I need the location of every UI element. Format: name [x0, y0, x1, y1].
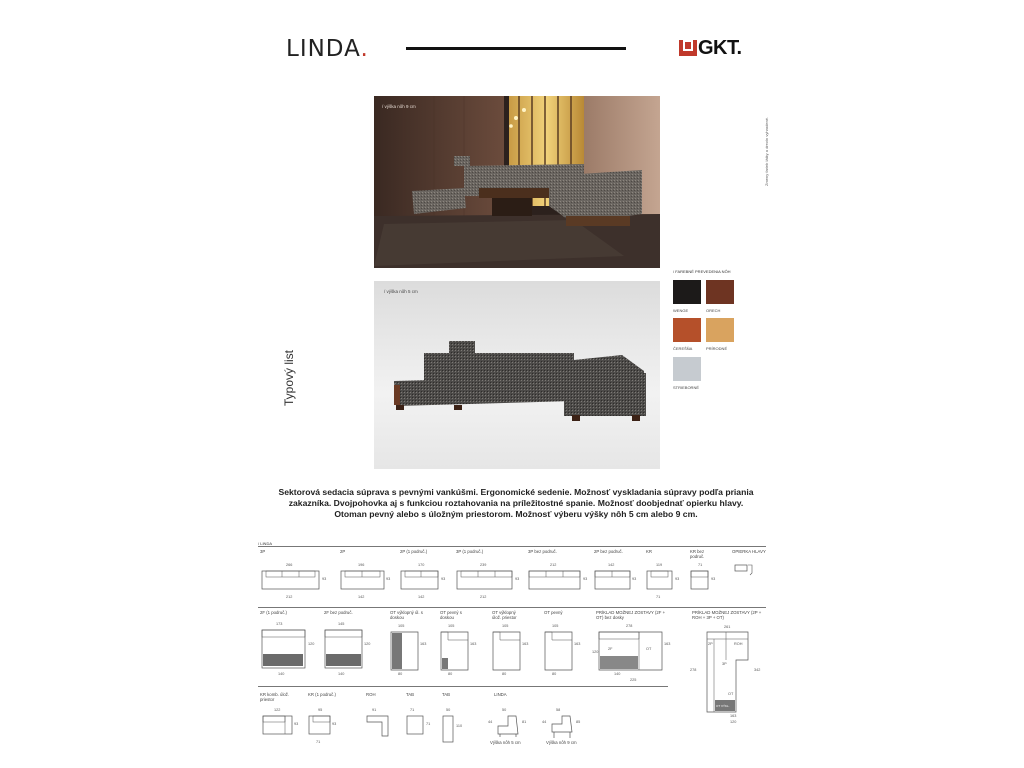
dim-side: 163	[574, 642, 581, 646]
dim-side: 93	[322, 577, 327, 581]
description-line: zakazníka. Dvojpohovka aj s funkciou roztahovania na príležitostné spanie. Možnosť doobjednať opierku hlavy.	[288, 498, 744, 508]
dim-top: 173	[276, 622, 283, 626]
module-label: 2P bez područ.	[594, 549, 623, 554]
swatch-label: STRIEBORNÉ	[673, 385, 700, 390]
photo1-caption: / výška nôh 9 cm	[382, 104, 416, 109]
module-label: KR (1 područ.)	[308, 692, 336, 697]
module-label: 2F (1 područ.)	[260, 610, 287, 615]
dim-top: 212	[550, 563, 557, 567]
part-label: ROH	[734, 642, 743, 646]
dim-top: 50	[502, 708, 507, 712]
part-label: 2F	[608, 647, 613, 651]
module-label: KR komb. úlož. priestor	[260, 692, 290, 702]
module-label: KR	[646, 549, 652, 554]
module-label: TAB	[442, 692, 451, 697]
module-2p-1arm-drawing	[400, 569, 440, 591]
finish-title: / FAREBNÉ PREVEDENIA NÔH	[673, 269, 731, 274]
dim-side: 93	[386, 577, 391, 581]
module-label: ROH	[366, 692, 376, 697]
part-label: 3P	[722, 662, 727, 666]
dim-bottom: 225	[630, 678, 637, 682]
module-2f-noarm-drawing	[324, 628, 364, 672]
dim-top: 266	[286, 563, 293, 567]
dim-bottom: 71	[316, 740, 321, 744]
swatch-label: ORECH	[706, 308, 721, 313]
dim-top: 71	[698, 563, 703, 567]
module-label: OT výklopný úlož. priestor	[492, 610, 517, 620]
profile-label: Výška nôh 9 cm	[546, 740, 577, 745]
dim-top: 105	[502, 624, 509, 628]
module-ot-storage-board-drawing	[390, 630, 420, 674]
dim-side: 120	[308, 642, 315, 646]
swatch-orech	[706, 280, 734, 304]
dim-side: 81	[522, 720, 527, 724]
module-3p-1arm-drawing	[456, 569, 514, 591]
dim-side: 163	[470, 642, 477, 646]
module-ot-fixed-drawing	[544, 630, 574, 674]
dim-bottom: 80	[448, 672, 453, 676]
dim-bottom: 142	[358, 595, 365, 599]
module-label: 3P bez područ.	[528, 549, 557, 554]
dim-side: 278	[690, 668, 697, 672]
module-2p-drawing	[340, 569, 386, 591]
dim-bottom: 80	[398, 672, 403, 676]
dim-bottom: 212	[480, 595, 487, 599]
dim-side: 71	[426, 722, 431, 726]
dim-top: 239	[480, 563, 487, 567]
profiles-title: LINDA	[494, 692, 507, 697]
dim-side: 85	[576, 720, 581, 724]
swatch-label: WENGE	[673, 308, 689, 313]
module-label: 3P (1 područ.)	[456, 549, 484, 554]
tech-divider	[258, 546, 766, 547]
dim-side: 120	[592, 650, 599, 654]
example-label: PRÍKLAD MOŽNEJ ZOSTAVY (2F + OT) bez dosky	[596, 610, 666, 620]
dim-side: 163	[664, 642, 671, 646]
dim-bottom: 163	[730, 714, 737, 718]
module-tab-narrow-drawing	[442, 714, 456, 744]
logo-text: GKT.	[698, 37, 742, 59]
header-rule	[406, 47, 626, 50]
profile-9cm-drawing	[548, 714, 576, 740]
module-label: 2P (1 područ.)	[400, 549, 428, 554]
dim-bottom: 140	[278, 672, 285, 676]
module-roh-drawing	[366, 714, 390, 738]
photo2-caption: / výška nôh 5 cm	[384, 289, 418, 294]
example-label: PRÍKLAD MOŽNEJ ZOSTAVY (2P + ROH + 3P + OT)	[692, 610, 762, 620]
module-label: TAB	[406, 692, 415, 697]
vertical-note: Zmeny farieb látky a drevín vyhradené.	[764, 116, 769, 186]
part-label: OT	[728, 692, 734, 696]
example-1-drawing	[598, 630, 664, 674]
module-label: 2P	[340, 549, 346, 554]
dim-bottom: 80	[502, 672, 507, 676]
dim-bottom: 120	[730, 720, 737, 724]
dim-bottom: 80	[552, 672, 557, 676]
brand-title: LINDA.	[286, 36, 369, 62]
dim-top: 95	[318, 708, 323, 712]
module-tab-drawing	[406, 714, 426, 736]
dim-side: 93	[441, 577, 446, 581]
part-label: OT	[646, 647, 652, 651]
dim-top: 278	[626, 624, 633, 628]
swatch-label: PRÍRODNÉ	[706, 346, 728, 351]
dim-top: 71	[410, 708, 415, 712]
dim-top: 261	[724, 625, 731, 629]
module-2f-1arm-drawing	[261, 628, 307, 672]
module-label: 2F bez područ.	[324, 610, 353, 615]
dim-top: 105	[448, 624, 455, 628]
dim-bottom: 212	[286, 595, 293, 599]
dim-top: 50	[446, 708, 451, 712]
module-label: OT výklopný úl. s doskou	[390, 610, 423, 620]
dim-top: 145	[338, 622, 345, 626]
dim-side: 93	[632, 577, 637, 581]
dim-side: 93	[515, 577, 520, 581]
dim-side: 110	[456, 724, 463, 728]
dim-top: 122	[274, 708, 281, 712]
dim-top: 142	[608, 563, 615, 567]
tech-row-3	[258, 690, 598, 756]
dim-top: 170	[418, 563, 425, 567]
tech-row-2	[258, 610, 688, 682]
dim-top: 105	[398, 624, 405, 628]
module-kr-noarm-drawing	[690, 569, 710, 591]
dim-side: 163	[420, 642, 427, 646]
dim-seat: 44	[488, 720, 493, 724]
dim-side: 163	[522, 642, 529, 646]
module-3p-drawing	[261, 569, 321, 591]
module-label: OPIERKA HLAVY	[732, 549, 766, 554]
tech-row-1	[258, 549, 778, 605]
photo-studio	[374, 281, 660, 469]
module-kr-drawing	[646, 569, 674, 591]
dim-top: 58	[556, 708, 561, 712]
dim-seat: 44	[542, 720, 547, 724]
swatch-strieborne	[673, 357, 701, 381]
side-title: Typový list	[282, 350, 296, 407]
module-2p-noarm-drawing	[594, 569, 632, 591]
dim-top: 119	[656, 563, 663, 567]
module-label: 3P	[260, 549, 266, 554]
profile-label: Výška nôh 5 cm	[490, 740, 521, 745]
headrest-drawing	[734, 563, 756, 577]
product-description	[270, 487, 762, 520]
description-line: Sektorová sedacia súprava s pevnými vankúšmi. Ergonomické sedenie. Možnosť vyskladania súpravy podľa priania	[278, 487, 754, 497]
dim-side: 93	[583, 577, 588, 581]
dim-bottom: 140	[338, 672, 345, 676]
tech-title: / LINDA	[258, 541, 273, 546]
module-ot-fixed-board-drawing	[440, 630, 470, 674]
swatch-wenge	[673, 280, 701, 304]
gkt-logo	[678, 37, 754, 61]
swatch-label: ČEREŠŇA	[673, 346, 693, 351]
dim-side: 93	[294, 722, 299, 726]
logo-mark-icon	[678, 39, 698, 57]
swatch-ceresna	[673, 318, 701, 342]
description-line: Otoman pevný alebo s úložným priestorom. Možnosť výberu výšky nôh 5 cm alebo 9 cm.	[334, 509, 698, 519]
module-label: OT pevný	[544, 610, 563, 615]
module-kr-storage-drawing	[262, 714, 294, 736]
dim-side: 342	[754, 668, 761, 672]
profile-5cm-drawing	[494, 714, 522, 738]
dim-bottom: 142	[418, 595, 425, 599]
dim-side: 93	[711, 577, 716, 581]
dim-side: 93	[675, 577, 680, 581]
dim-top: 91	[372, 708, 377, 712]
dim-bottom: 71	[656, 595, 661, 599]
tech-divider	[258, 686, 668, 687]
dim-side: 93	[332, 722, 337, 726]
dim-top: 196	[358, 563, 365, 567]
example-2	[688, 608, 768, 728]
module-3p-noarm-drawing	[528, 569, 582, 591]
module-label: KR bez područ.	[690, 549, 705, 559]
dim-top: 105	[552, 624, 559, 628]
dim-side: 120	[364, 642, 371, 646]
photo-interior	[374, 96, 660, 268]
swatch-prirodne	[706, 318, 734, 342]
part-label: 2P	[708, 642, 713, 646]
module-kr-1arm-drawing	[308, 714, 332, 736]
module-label: OT pevný s doskou	[440, 610, 462, 620]
part-label: OT VÝKL.	[716, 704, 730, 708]
module-ot-storage-drawing	[492, 630, 522, 674]
dim-bottom: 140	[614, 672, 621, 676]
